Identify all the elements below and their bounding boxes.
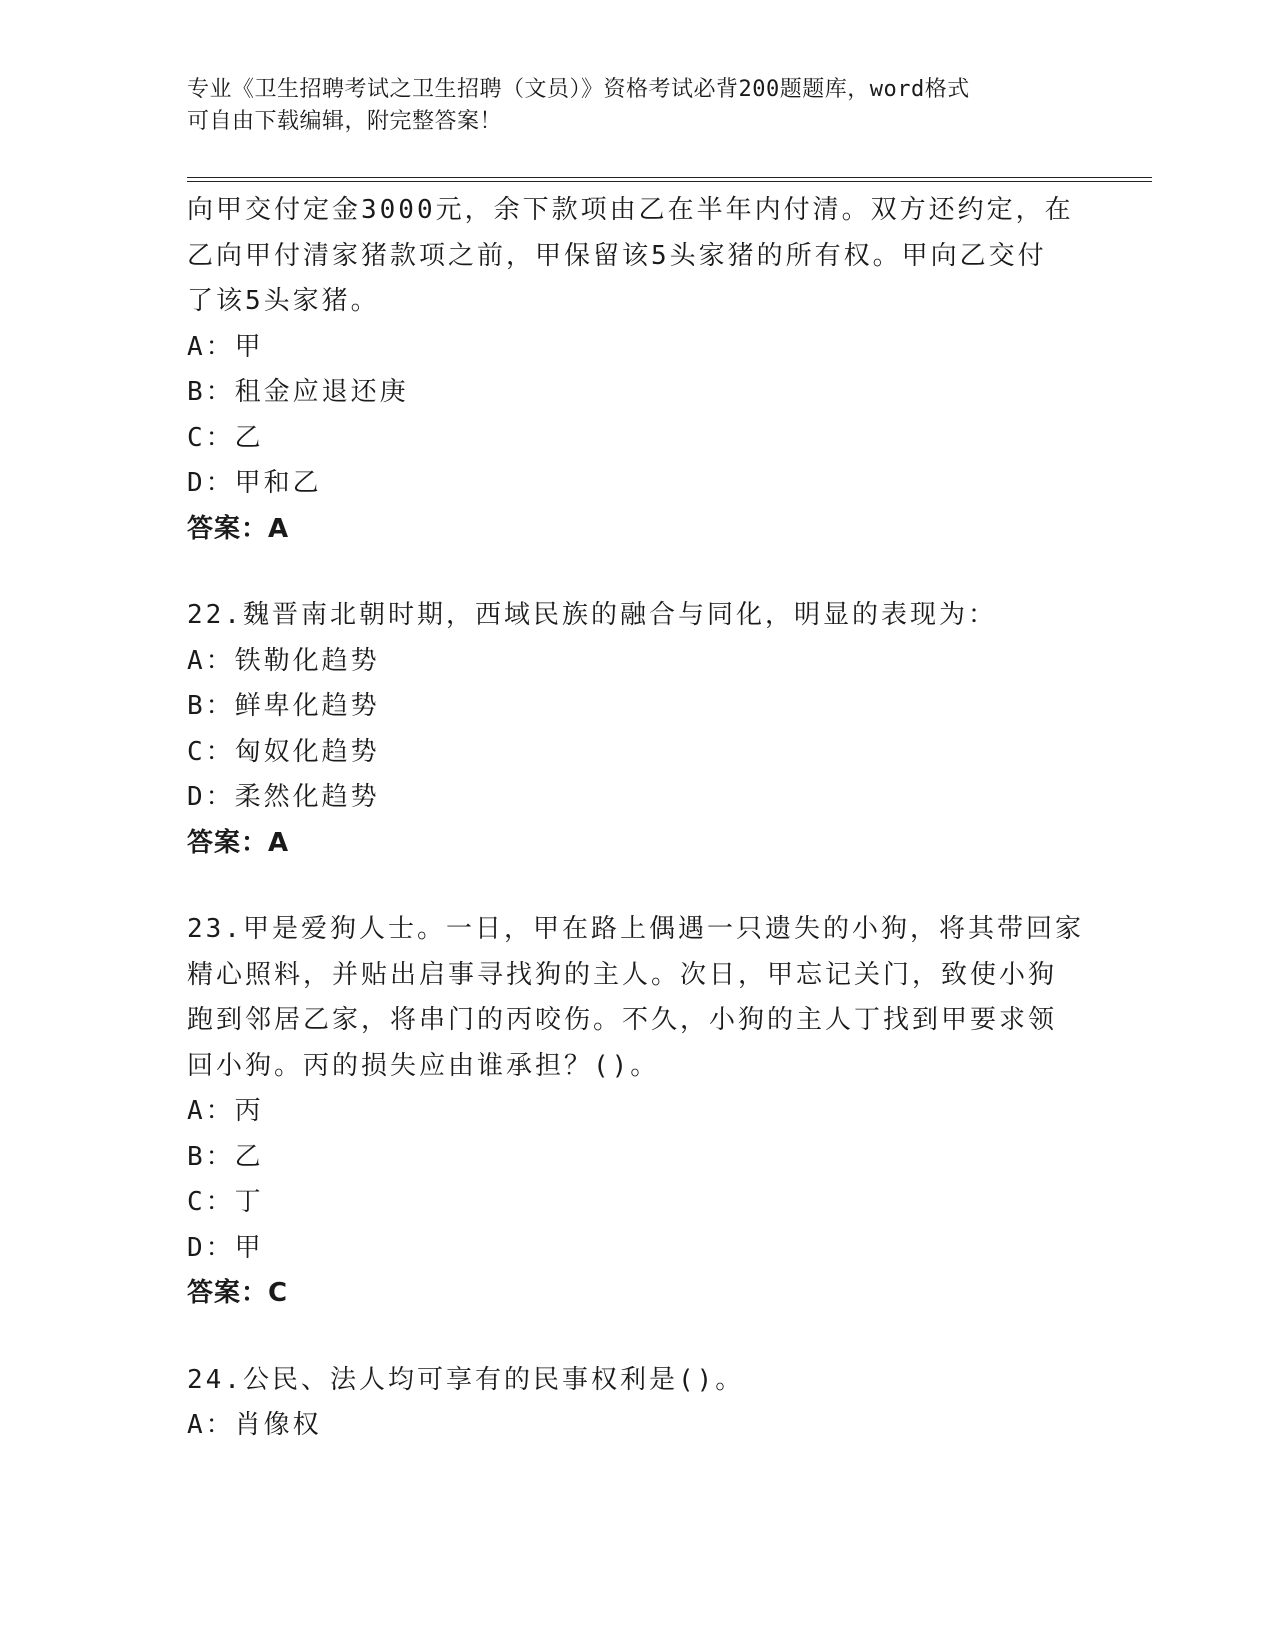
- document-header: [187, 74, 1067, 138]
- answer: 答案：A: [187, 827, 290, 858]
- option-c: C：乙: [187, 422, 264, 453]
- question-gap: [187, 1317, 1067, 1358]
- question-stem-line: 22.魏晋南北朝时期，西域民族的融合与同化，明显的表现为：: [187, 600, 997, 630]
- question-gap: [187, 866, 1067, 907]
- question-21: [187, 188, 1074, 552]
- question-stem-line: 跑到邻居乙家，将串门的丙咬伤。不久，小狗的主人丁找到甲要求领: [187, 1005, 1058, 1035]
- option-c: C：丁: [187, 1187, 264, 1217]
- question-gap: [187, 552, 1067, 593]
- question-22: [187, 593, 1067, 866]
- question-stem-line: 回小狗。丙的损失应由谁承担？()。: [187, 1050, 660, 1081]
- question-stem-line: 精心照料，并贴出启事寻找狗的主人。次日，甲忘记关门，致使小狗: [187, 959, 1058, 990]
- question-stem-line: 乙向甲付清家猪款项之前，甲保留该5头家猪的所有权。甲向乙交付: [187, 240, 1047, 271]
- question-stem-line: 23.甲是爱狗人士。一日，甲在路上偶遇一只遗失的小狗，将其带回家: [187, 914, 1084, 944]
- option-a: A：肖像权: [187, 1410, 322, 1440]
- option-b: B：鲜卑化趋势: [187, 691, 380, 721]
- question-stem-line: 向甲交付定金3000元，余下款项由乙在半年内付清。双方还约定，在: [187, 195, 1074, 225]
- question-list: [187, 188, 1084, 1449]
- question-stem-line: 了该5头家猪。: [187, 286, 380, 316]
- header-title-line-2: 可自由下载编辑，附完整答案！: [187, 109, 503, 134]
- option-d: D：柔然化趋势: [187, 782, 380, 812]
- answer: 答案：A: [187, 513, 290, 544]
- question-stem-line: 24.公民、法人均可享有的民事权利是()。: [187, 1364, 745, 1395]
- question-23: [187, 907, 1084, 1317]
- question-24: [187, 1358, 1067, 1449]
- option-a: A：甲: [187, 331, 264, 362]
- option-c: C：匈奴化趋势: [187, 736, 380, 767]
- header-divider: [187, 177, 1152, 182]
- option-a: A：铁勒化趋势: [187, 645, 380, 676]
- option-a: A：丙: [187, 1096, 264, 1126]
- option-b: B：乙: [187, 1141, 264, 1172]
- answer: 答案：C: [187, 1278, 289, 1308]
- option-b: B：租金应退还庚: [187, 377, 409, 407]
- option-d: D：甲和乙: [187, 468, 322, 498]
- option-d: D：甲: [187, 1232, 264, 1263]
- header-title-line-1: 专业《卫生招聘考试之卫生招聘（文员）》资格考试必背200题题库，word格式: [187, 77, 970, 102]
